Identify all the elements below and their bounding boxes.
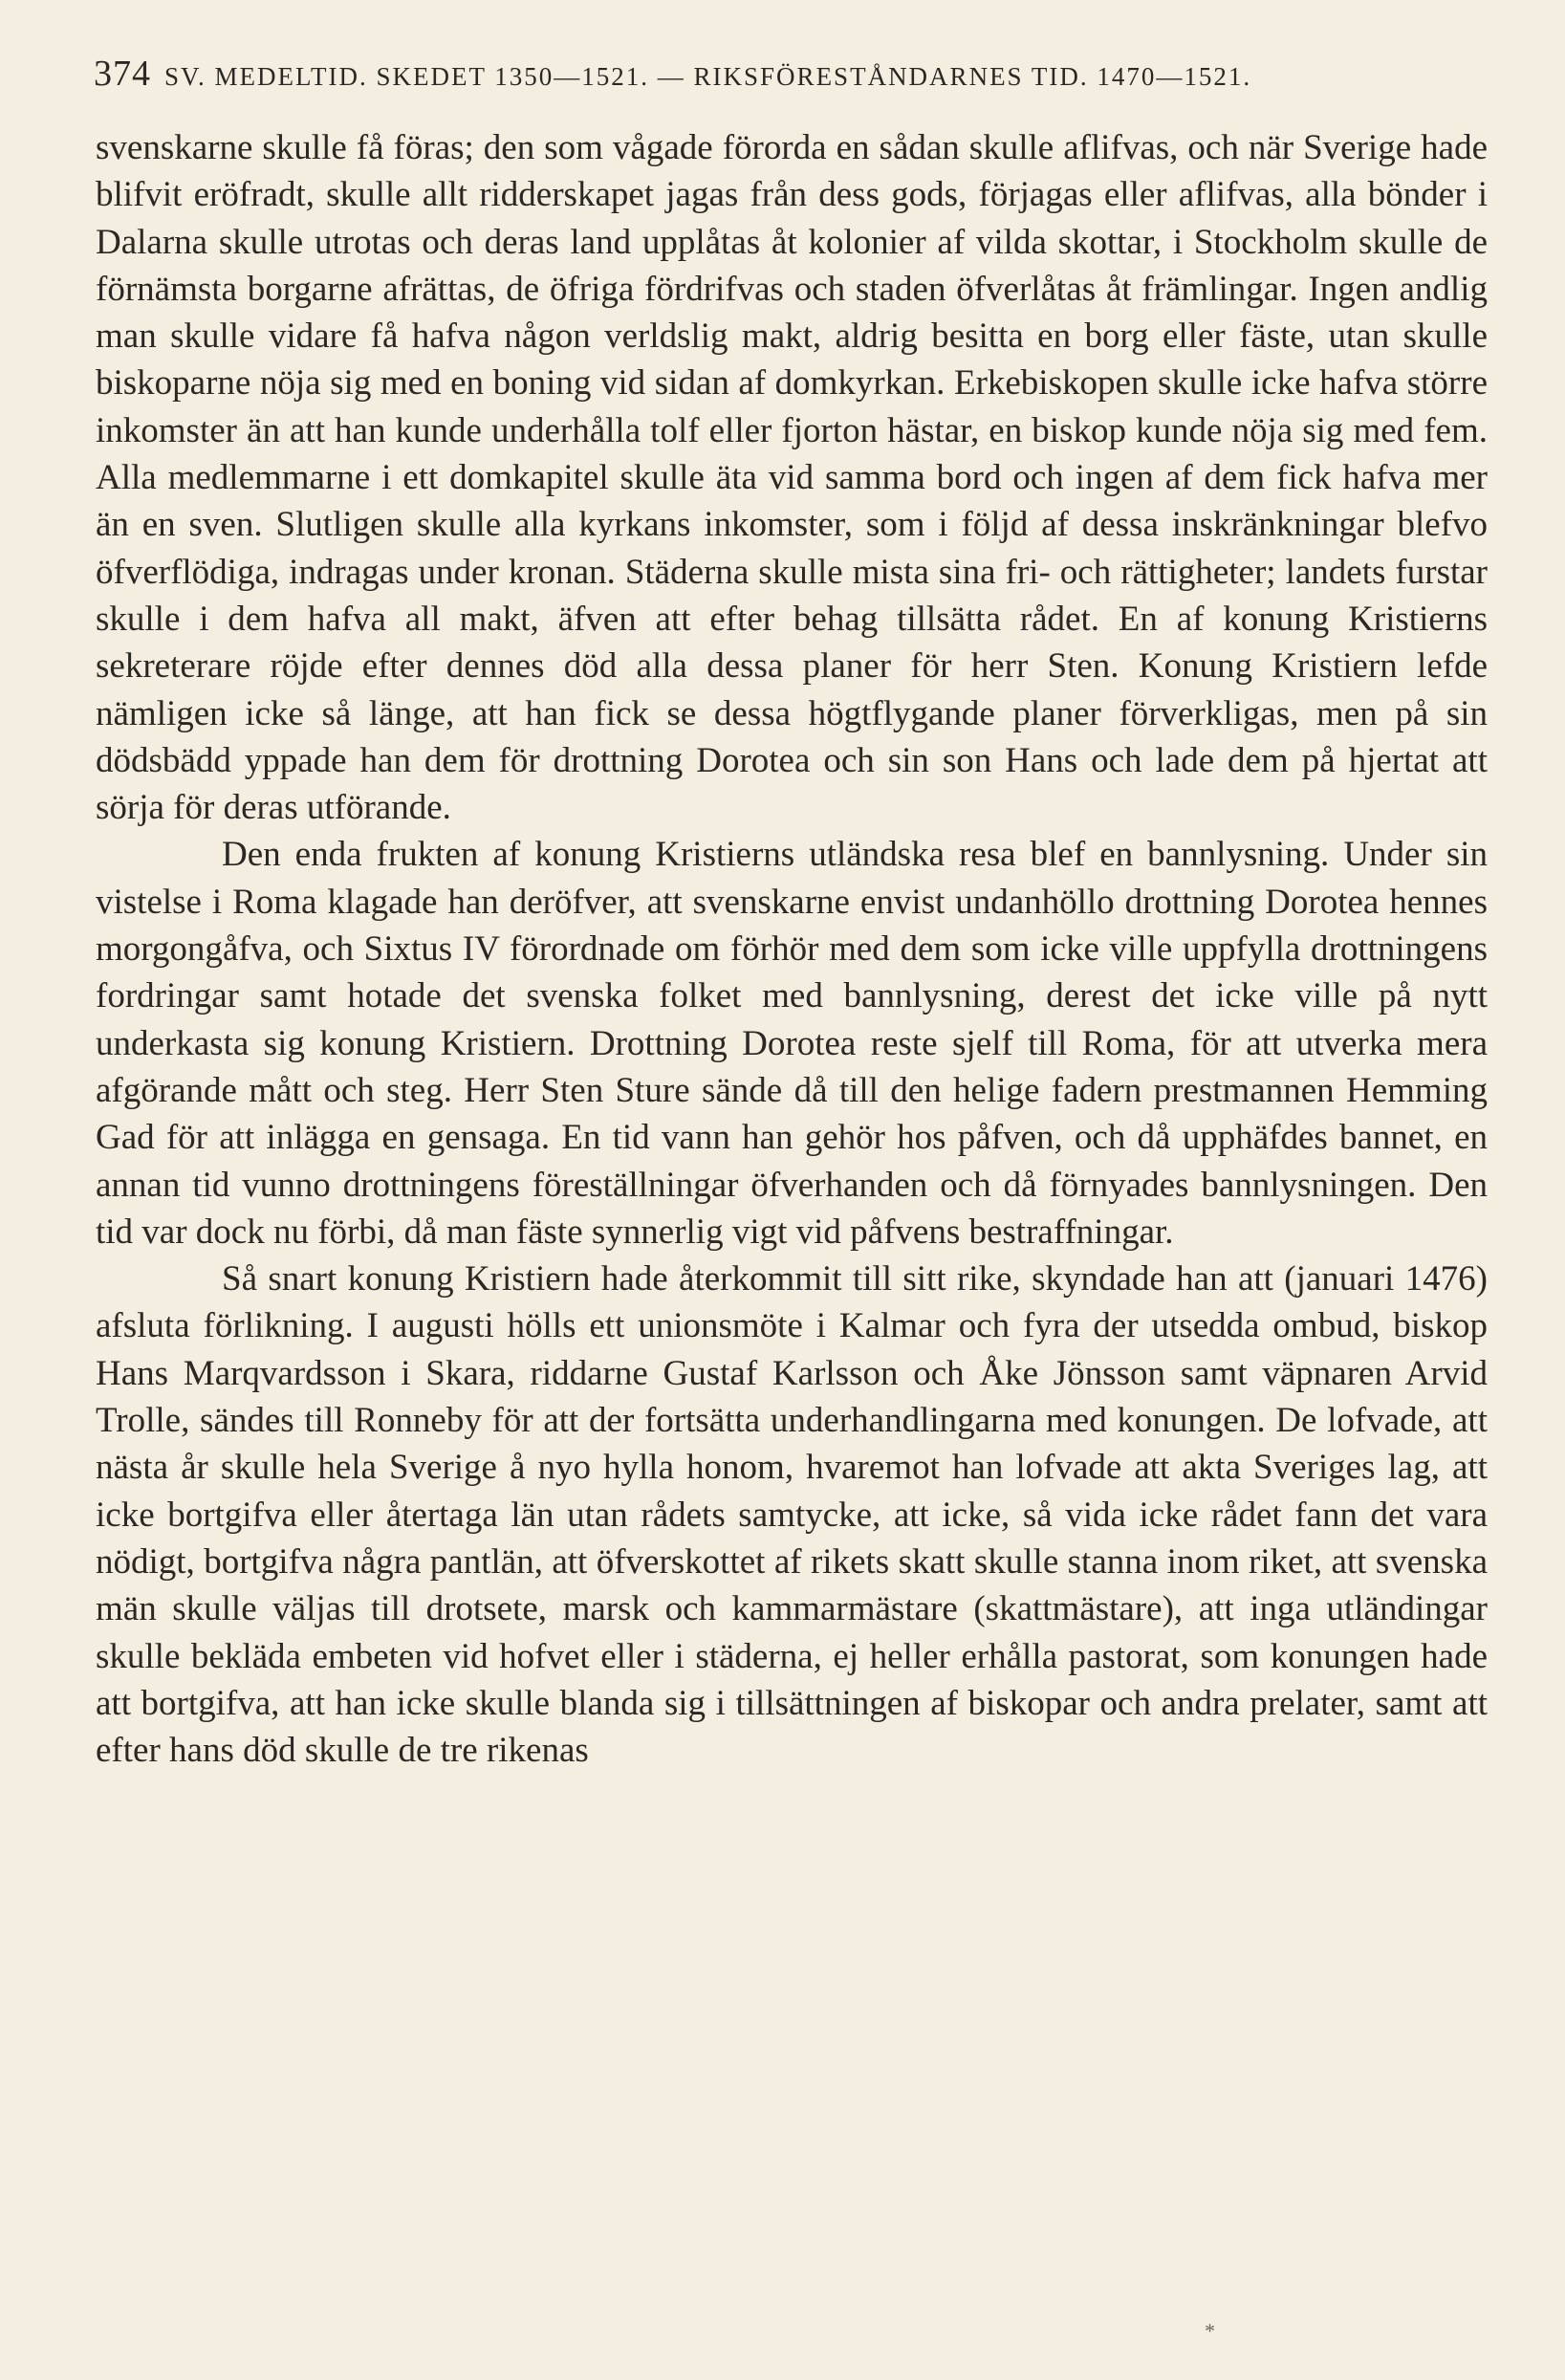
footer-mark: * xyxy=(1205,2319,1215,2343)
page-header xyxy=(94,50,1489,98)
page-number: 374 xyxy=(94,54,151,94)
paragraph-1: svenskarne skulle få föras; den som vågade förorda en sådan skulle aflifvas, och när Sverige hade blifvit eröfradt, skulle allt ridderskapet jagas från dess gods, förjagas eller aflifvas, alla bönder i Dalarna skulle utrotas och deras land upplåtas åt kolonier af vilda skottar, i Stockholm skulle de förnämsta borgarne afrättas, de öfriga fördrifvas och staden öfverlåtas åt främlingar. Ingen andlig man skulle vidare få hafva någon verldslig makt, aldrig besitta en borg eller fäste, utan skulle biskoparne nöja sig med en boning vid sidan af domkyrkan. Erkebiskopen skulle icke hafva större inkomster än att han kunde underhålla tolf eller fjorton hästar, en biskop kunde nöja sig med fem. Alla medlemmarne i ett domkapitel skulle äta vid samma bord och ingen af dem fick hafva mer än en sven. Slutligen skulle alla kyrkans inkomster, som i följd af dessa inskränkningar blefvo öfverflödiga, indragas under kronan. Städerna skulle mista sina fri- och rättigheter; landets furstar skulle i dem hafva all makt, äfven att efter behag tillsätta rådet. En af konung Kristierns sekreterare röjde efter dennes död alla dessa planer för herr Sten. Konung Kristiern lefde nämligen icke så länge, att han fick se dessa högtflygande planer förverkligas, men på sin dödsbädd yppade han dem för drottning Dorotea och sin son Hans och lade dem på hjertat att sörja för deras utförande. xyxy=(96,128,1488,828)
paragraph-2: Den enda frukten af konung Kristierns utländska resa blef en bannlysning. Under sin vistelse i Roma klagade han deröfver, att svenskarne envist undanhöllo drottning Dorotea hennes morgongåfva, och Sixtus IV förordnade om förhör med dem som icke ville uppfylla drottningens fordringar samt hotade det svenska folket med bannlysning, derest det icke ville på nytt underkasta sig konung Kristiern. Drottning Dorotea reste sjelf till Roma, för att utverka mera afgörande mått och steg. Herr Sten Sture sände då till den helige fadern prestmannen Hemming Gad för att inlägga en gensaga. En tid vann han gehör hos påfven, och då upphäfdes bannet, en annan tid vunno drottningens föreställningar öfverhanden och då förnyades bannlysningen. Den tid var dock nu förbi, då man fäste synnerlig vigt vid påfvens bestraffningar. xyxy=(96,835,1488,1252)
paragraph-3: Så snart konung Kristiern hade återkommit till sitt rike, skyndade han att (januari 1476) afsluta förlikning. I augusti hölls ett unionsmöte i Kalmar och fyra der utsedda ombud, biskop Hans Marqvardsson i Skara, riddarne Gustaf Karlsson och Åke Jönsson samt väpnaren Arvid Trolle, sändes till Ronneby för att der fortsätta underhandlingarna med konungen. De lofvade, att nästa år skulle hela Sverige å nyo hylla honom, hvaremot han lofvade att akta Sveriges lag, att icke bortgifva eller återtaga län utan rådets samtycke, att icke, så vida icke rådet fann det vara nödigt, bortgifva några pantlän, att öfverskottet af rikets skatt skulle stanna inom riket, att svenska män skulle väljas till drotsete, marsk och kammarmästare (skattmästare), att inga utländingar skulle bekläda embeten vid hofvet eller i städerna, ej heller erhålla pastorat, som konungen hade att bortgifva, att han icke skulle blanda sig i tillsättningen af biskopar och andra prelater, samt att efter hans död skulle de tre rikenas xyxy=(96,1259,1488,1771)
running-title: SV. MEDELTID. SKEDET 1350—1521. — RIKSFÖRESTÅNDARNES TID. 1470—1521. xyxy=(164,62,1252,91)
body-text xyxy=(96,124,1488,1774)
